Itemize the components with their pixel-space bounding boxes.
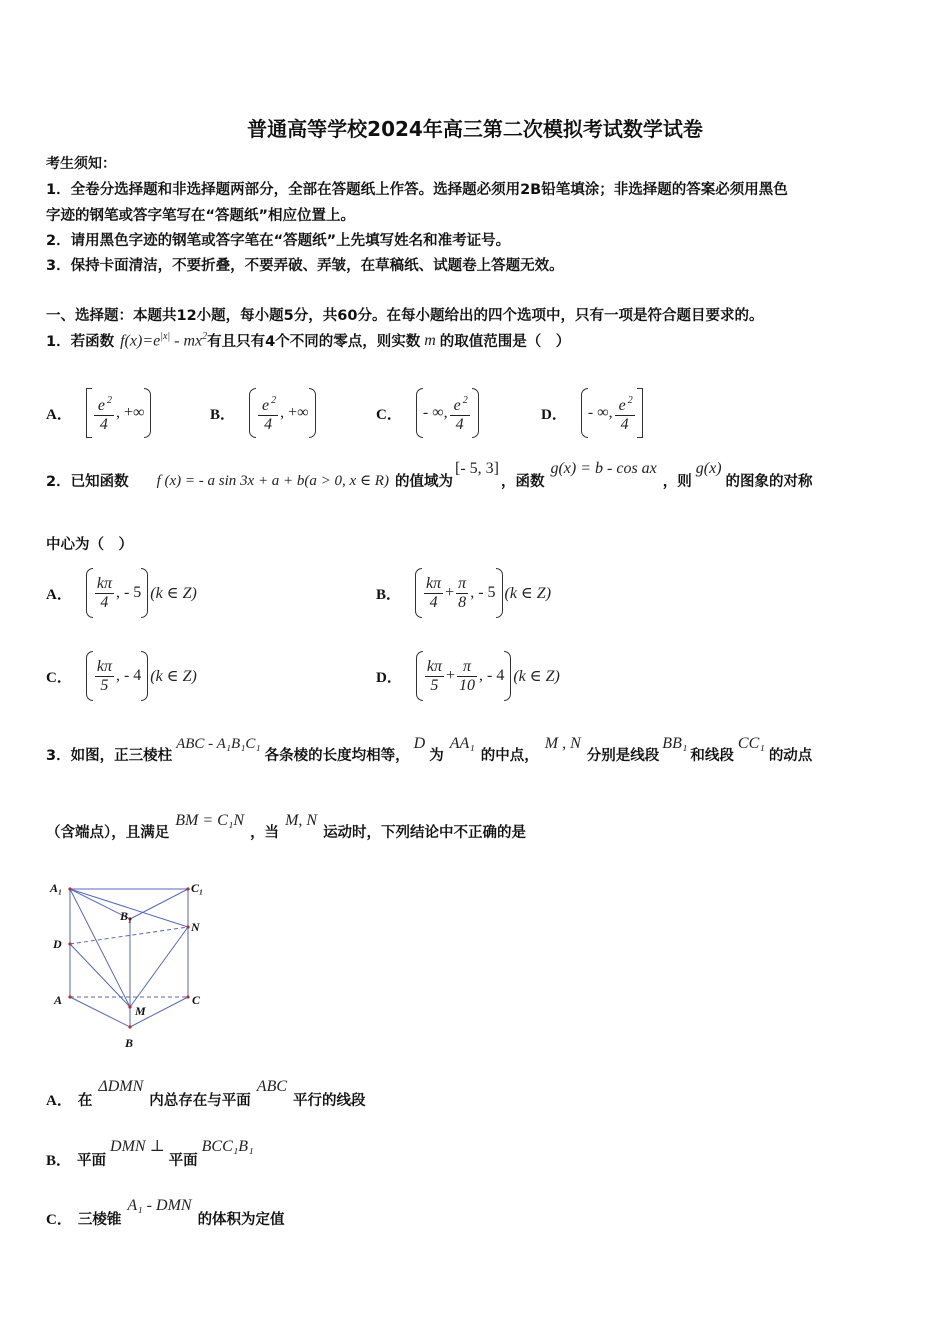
- notice-item-1: 1．全卷分选择题和非选择题两部分，全部在答题纸上作答。选择题必须用2B铅笔填涂；非选择题的答案必须用黑色: [46, 182, 788, 198]
- line-d-n: [70, 927, 188, 944]
- label-c1: C₁: [191, 881, 204, 895]
- q2-option-c[interactable]: C． $\frac{k\pi}{5}$ , - 4 (k ∈ Z): [46, 651, 197, 701]
- label-b1: B₁: [120, 909, 133, 923]
- q1-option-c[interactable]: C． - ∞, $\frac{e ^2}{4}$: [376, 388, 479, 438]
- label-n: N: [191, 920, 200, 934]
- question-3: 3．如图，正三棱柱 ABC - A₁B₁C₁ 各条棱的长度均相等， D 为 AA₁ 的中点， M , N 分别是线段 BB₁ 和线段 CC₁ 的动点: [46, 735, 813, 764]
- notice-item-1-cont: 字迹的钢笔或答字笔写在“答题纸”相应位置上。: [46, 208, 356, 224]
- edge-b1-c1: [130, 889, 188, 919]
- q3-option-c[interactable]: C． 三棱锥 A₁ - DMN 的体积为定值: [46, 1197, 285, 1228]
- edge-a-b: [70, 997, 130, 1027]
- label-m: M: [135, 1004, 146, 1018]
- label-c: C: [192, 993, 201, 1007]
- q1-option-b[interactable]: B． $\frac{e ^2}{4}$ , +∞: [210, 388, 316, 438]
- question-2: 2．已知函数 f (x) = - a sin 3x + a + b(a > 0, x ∈ R) 的值域为 [- 5, 3] ，函数 g(x) = b - cos ax ，则 g(x) 的图象的对称: [46, 459, 813, 490]
- q1-prefix: 1．若函数: [46, 334, 115, 350]
- q3-option-b[interactable]: B． 平面 DMN ⊥ 平面 BCC₁B₁: [46, 1138, 254, 1169]
- question-3-line2: （含端点），且满足 BM = C₁N ，当 M, N 运动时，下列结论中不正确的是: [46, 812, 527, 841]
- section-heading: 一、选择题：本题共12小题，每小题5分，共60分。在每小题给出的四个选项中，只有一项是符合题目要求的。: [46, 308, 764, 324]
- notice-heading: 考生须知：: [46, 156, 116, 172]
- label-d: D: [53, 937, 62, 951]
- question-1: 1．若函数 $f(x)=e^{|x|} - mx^2$ 有且只有4个不同的零点，则实数 m 的取值范围是（ ）: [46, 330, 571, 350]
- q2-option-b[interactable]: B． $\frac{k\pi}{4}$ + $\frac{\pi}{8}$ , - 5 (k ∈ Z): [376, 568, 551, 618]
- q1-function: $f(x)=e^{|x|} - mx^2$: [120, 330, 208, 350]
- line-m-n: [130, 927, 188, 1007]
- prism-figure: [40, 872, 220, 1057]
- q2-line2: 中心为（ ）: [46, 537, 133, 553]
- q2-function: f (x) = - a sin 3x + a + b(a > 0, x ∈ R): [156, 473, 389, 489]
- q2-option-a[interactable]: A． $\frac{k\pi}{4}$ , - 5 (k ∈ Z): [46, 568, 197, 618]
- notice-item-3: 3．保持卡面清洁，不要折叠，不要弄破、弄皱，在草稿纸、试题卷上答题无效。: [46, 258, 564, 274]
- q1-option-d[interactable]: D． - ∞, $\frac{e ^2}{4}$: [541, 388, 643, 438]
- label-a: A: [54, 993, 63, 1007]
- label-a1: A₁: [50, 881, 63, 895]
- notice-item-2: 2．请用黑色字迹的钢笔或答字笔在“答题纸”上先填写姓名和准考证号。: [46, 233, 511, 249]
- label-b: B: [125, 1036, 134, 1050]
- q2-option-d[interactable]: D． $\frac{k\pi}{5}$ + $\frac{\pi}{10}$ , - 4 (k ∈ Z): [376, 651, 560, 701]
- page-title: 普通高等学校2024年高三第二次模拟考试数学试卷: [247, 117, 703, 141]
- q1-option-a[interactable]: A． $\frac{e ^2}{4}$ , +∞: [46, 388, 151, 438]
- q3-option-a[interactable]: A． 在 ΔDMN 内总存在与平面 ABC 平行的线段: [46, 1078, 366, 1109]
- line-d-m: [70, 944, 130, 1007]
- line-a1-m: [70, 889, 133, 1007]
